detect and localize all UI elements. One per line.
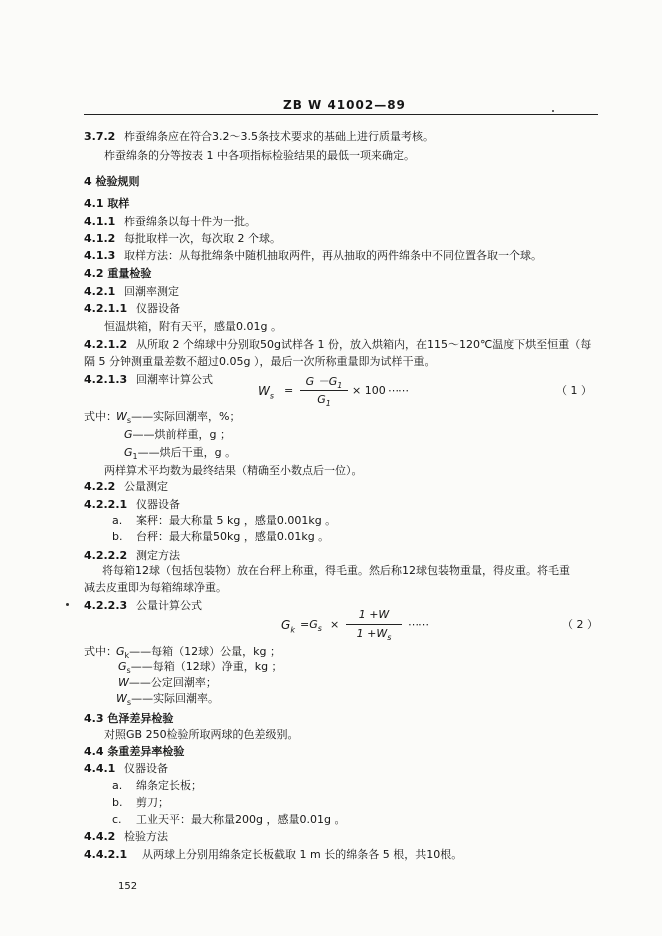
list-label: c. bbox=[112, 813, 122, 826]
formula-denominator: $G_1$ bbox=[317, 393, 331, 409]
section-heading: 4.1 取样 bbox=[84, 197, 130, 210]
dot-leader: ⋯⋯ bbox=[388, 384, 408, 397]
paragraph: 减去皮重即为每箱绵球净重。 bbox=[84, 581, 227, 594]
variable-definition: $G_s——$每箱（12球）净重，kg ； bbox=[118, 660, 283, 676]
section-number: 4.2.1.3 bbox=[84, 373, 128, 386]
header-rule bbox=[84, 114, 598, 115]
paragraph: 回潮率测定 bbox=[124, 285, 179, 298]
section-heading: 4.4 条重差异率检验 bbox=[84, 745, 185, 758]
dot-leader: ⋯⋯ bbox=[408, 618, 428, 631]
formula-multiplier: × bbox=[330, 618, 340, 631]
document-code: ZB W 41002—89 bbox=[283, 98, 406, 112]
section-number: 4.1.1 bbox=[84, 215, 116, 228]
formula-denominator: $1 +W_s$ bbox=[356, 627, 392, 643]
paragraph: 公量测定 bbox=[124, 480, 168, 493]
variable-definition: $G_k——$每箱（12球）公量，kg ； bbox=[116, 645, 282, 661]
variable-definition: $G_1——$烘后干重，g 。 bbox=[124, 446, 237, 462]
variable-definition: W——公定回潮率； bbox=[118, 676, 217, 689]
formula-lhs: $W_s$ bbox=[258, 384, 275, 401]
paragraph: 仪器设备 bbox=[136, 302, 180, 315]
list-item: 台秤：最大称量50kg ，感量0.01kg 。 bbox=[136, 530, 330, 543]
list-item: 工业天平：最大称量200g ，感量0.01g 。 bbox=[136, 813, 346, 826]
formula-equals: = bbox=[284, 384, 294, 397]
section-number: 4.2.1 bbox=[84, 285, 116, 298]
section-number: 4.2.2 bbox=[84, 480, 116, 493]
fraction-bar bbox=[346, 624, 402, 625]
page-number: 152 bbox=[118, 881, 138, 892]
section-number: 4.2.2.2 bbox=[84, 549, 128, 562]
list-label: b. bbox=[112, 530, 123, 543]
section-number: 4.4.1 bbox=[84, 762, 116, 775]
paragraph: 从所取 2 个绵球中分别取50g试样各 1 份，放入烘箱内，在115～120℃温度下烘至恒重（每 bbox=[136, 338, 592, 351]
speck bbox=[552, 110, 554, 112]
paragraph: 公量计算公式 bbox=[136, 599, 202, 612]
paragraph: 仪器设备 bbox=[136, 498, 180, 511]
list-item: 剪刀； bbox=[136, 796, 169, 809]
section-number: 3.7.2 bbox=[84, 130, 116, 143]
formula-numerator: 1 +W bbox=[358, 608, 390, 621]
paragraph: 对照GB 250检验所取两球的色差级别。 bbox=[104, 728, 299, 741]
fraction-bar bbox=[300, 390, 348, 391]
paragraph: 仪器设备 bbox=[124, 762, 168, 775]
where-label: 式中： bbox=[84, 645, 117, 658]
paragraph: 取样方法：从每批绵条中随机抽取两件，再从抽取的两件绵条中不同位置各取一个球。 bbox=[124, 249, 542, 262]
paragraph: 每批取样一次，每次取 2 个球。 bbox=[124, 232, 281, 245]
formula-numerator: $G -G_1$ bbox=[305, 375, 343, 391]
variable-definition: $W_s——$实际回潮率，%； bbox=[116, 410, 241, 426]
paragraph: 柞蚕绵条的分等按表 1 中各项指标检验结果的最低一项来确定。 bbox=[104, 149, 415, 162]
equation-number: （ 1 ） bbox=[556, 384, 592, 397]
paragraph: 回潮率计算公式 bbox=[136, 373, 213, 386]
section-number: 4.2.2.3 bbox=[84, 599, 128, 612]
where-label: 式中： bbox=[84, 410, 117, 423]
list-label: a. bbox=[112, 514, 123, 527]
paragraph: 恒温烘箱，附有天平，感量0.01g 。 bbox=[104, 320, 282, 333]
paragraph: 将每箱12球（包括包装物）放在台秤上称重，得毛重。然后称12球包装物重量，得皮重。将毛重 bbox=[102, 564, 570, 577]
list-item: 绵条定长板； bbox=[136, 779, 202, 792]
paragraph: 柞蚕绵条应在符合3.2～3.5条技术要求的基础上进行质量考核。 bbox=[124, 130, 434, 143]
section-number: 4.2.2.1 bbox=[84, 498, 128, 511]
equation-number: （ 2 ） bbox=[562, 618, 598, 631]
section-number: 4.2.1.2 bbox=[84, 338, 128, 351]
paragraph: 测定方法 bbox=[136, 549, 180, 562]
section-heading: 4.2 重量检验 bbox=[84, 267, 152, 280]
variable-definition: $W_s——$实际回潮率。 bbox=[116, 692, 220, 708]
section-heading: 4 检验规则 bbox=[84, 175, 140, 188]
variable-definition: G——烘前样重，g ； bbox=[124, 428, 232, 441]
paragraph: 两样算术平均数为最终结果（精确至小数点后一位）。 bbox=[104, 464, 363, 477]
section-number: 4.4.2 bbox=[84, 830, 116, 843]
section-heading: 4.3 色泽差异检验 bbox=[84, 712, 174, 725]
formula-lhs: $G_k$ bbox=[281, 618, 295, 635]
formula-multiplier: × 100 bbox=[352, 384, 386, 397]
paragraph: 从两球上分别用绵条定长板截取 1 m 长的绵条各 5 根，共10根。 bbox=[142, 848, 463, 861]
list-item: 案秤：最大称量 5 kg ，感量0.001kg 。 bbox=[136, 514, 337, 527]
section-number: 4.4.2.1 bbox=[84, 848, 128, 861]
section-number: 4.1.3 bbox=[84, 249, 116, 262]
list-label: a. bbox=[112, 779, 123, 792]
section-number: 4.2.1.1 bbox=[84, 302, 128, 315]
speck bbox=[66, 603, 69, 606]
list-label: b. bbox=[112, 796, 123, 809]
paragraph: 检验方法 bbox=[124, 830, 168, 843]
paragraph: 柞蚕绵条以每十件为一批。 bbox=[124, 215, 256, 228]
formula-rhs: $=G_s$ bbox=[300, 618, 322, 634]
section-number: 4.1.2 bbox=[84, 232, 116, 245]
paragraph: 隔 5 分钟测重量差数不超过0.05g ），最后一次所称重量即为试样干重。 bbox=[84, 355, 436, 368]
